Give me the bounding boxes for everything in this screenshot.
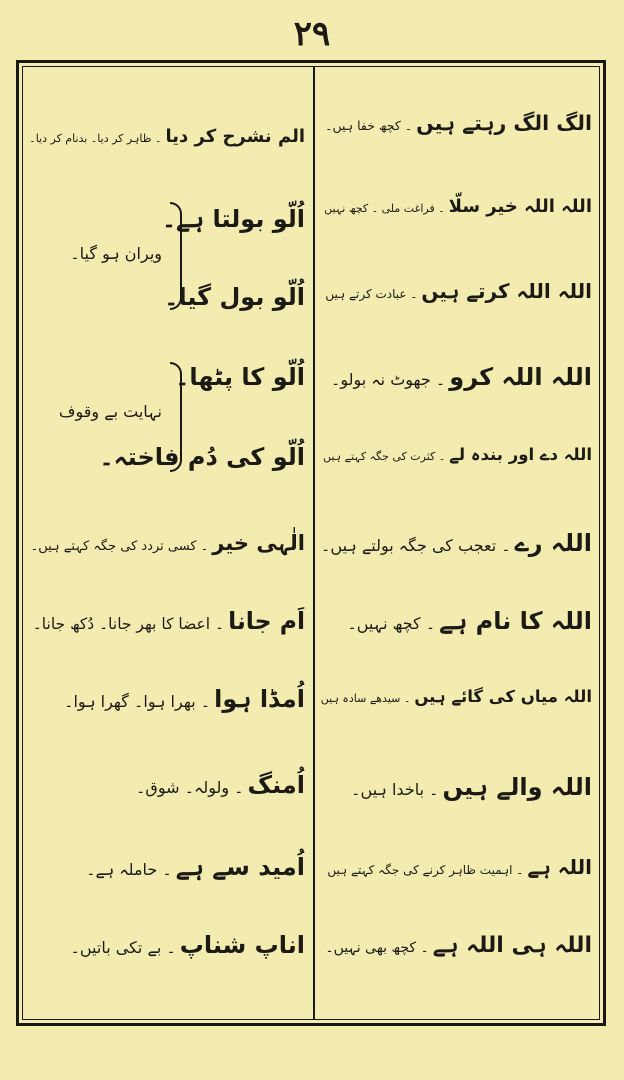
entry: اللہ اللہ خیر سلّا۔ فراغت ملی ۔ کچھ نہیں [324, 196, 592, 217]
entry: اللہ ہی اللہ ہے۔ کچھ بھی نہیں۔ [325, 933, 592, 958]
brace-foolish: نہایت بے وقوف [22, 356, 182, 478]
entry: الٰہی خیر۔ کسی تردد کی جگہ کہتے ہیں۔ [30, 531, 305, 555]
entry: اللہ اللہ کرتے ہیں۔ عبادت کرتے ہیں [325, 279, 592, 303]
entry: اللہ اللہ کرو۔ جھوٹ نہ بولو۔ [330, 363, 592, 391]
entry: اللہ ہے۔ اہمیت ظاہر کرنے کی جگہ کہتے ہیں [327, 855, 592, 879]
entry: اُمید سے ہے۔ حاملہ ہے۔ [86, 853, 305, 881]
entry: اُلّو کا پٹھا۔ [175, 363, 305, 391]
left-column [22, 66, 313, 1020]
entry: اُلّو بولتا ہے۔ [161, 205, 305, 233]
page-number: ۲۹ [293, 14, 331, 54]
entry: اُلّو بول گیا۔ [164, 283, 305, 311]
entry: اللہ میاں کی گائے ہیں۔ سیدھے سادہ ہیں [320, 687, 592, 706]
entry: اللہ دے اور بندہ لے۔ کثرت کی جگہ کہتے ہیں [322, 445, 592, 464]
entry: اُمنگ۔ ولولہ۔ شوق۔ [136, 771, 305, 799]
entry: الگ الگ رہتے ہیں۔ کچھ خفا ہیں۔ [325, 111, 592, 135]
entry: اللہ والے ہیں۔ باخدا ہیں۔ [351, 773, 592, 801]
entry: اَم جانا۔ اعضا کا بھر جانا۔ دُکھ جانا۔ [32, 607, 305, 635]
entry: اللہ کا نام ہے۔ کچھ نہیں۔ [347, 607, 592, 635]
entry: الم نشرح کر دیا۔ ظاہر کر دیا۔ بدنام کر دیا۔ [29, 126, 305, 147]
entry: اناپ شناپ۔ بے تکی باتیں۔ [70, 931, 305, 959]
brace-ruined: ویران ہو گیا۔ [22, 196, 182, 316]
right-column [315, 66, 600, 1020]
entry: اُلّو کی دُم فاختہ۔ [99, 443, 305, 471]
entry: اللہ رے۔ تعجب کی جگہ بولتے ہیں۔ [321, 529, 592, 557]
entry: اُمڈا ہوا۔ بھرا ہوا۔ گھرا ہوا۔ [64, 685, 305, 713]
